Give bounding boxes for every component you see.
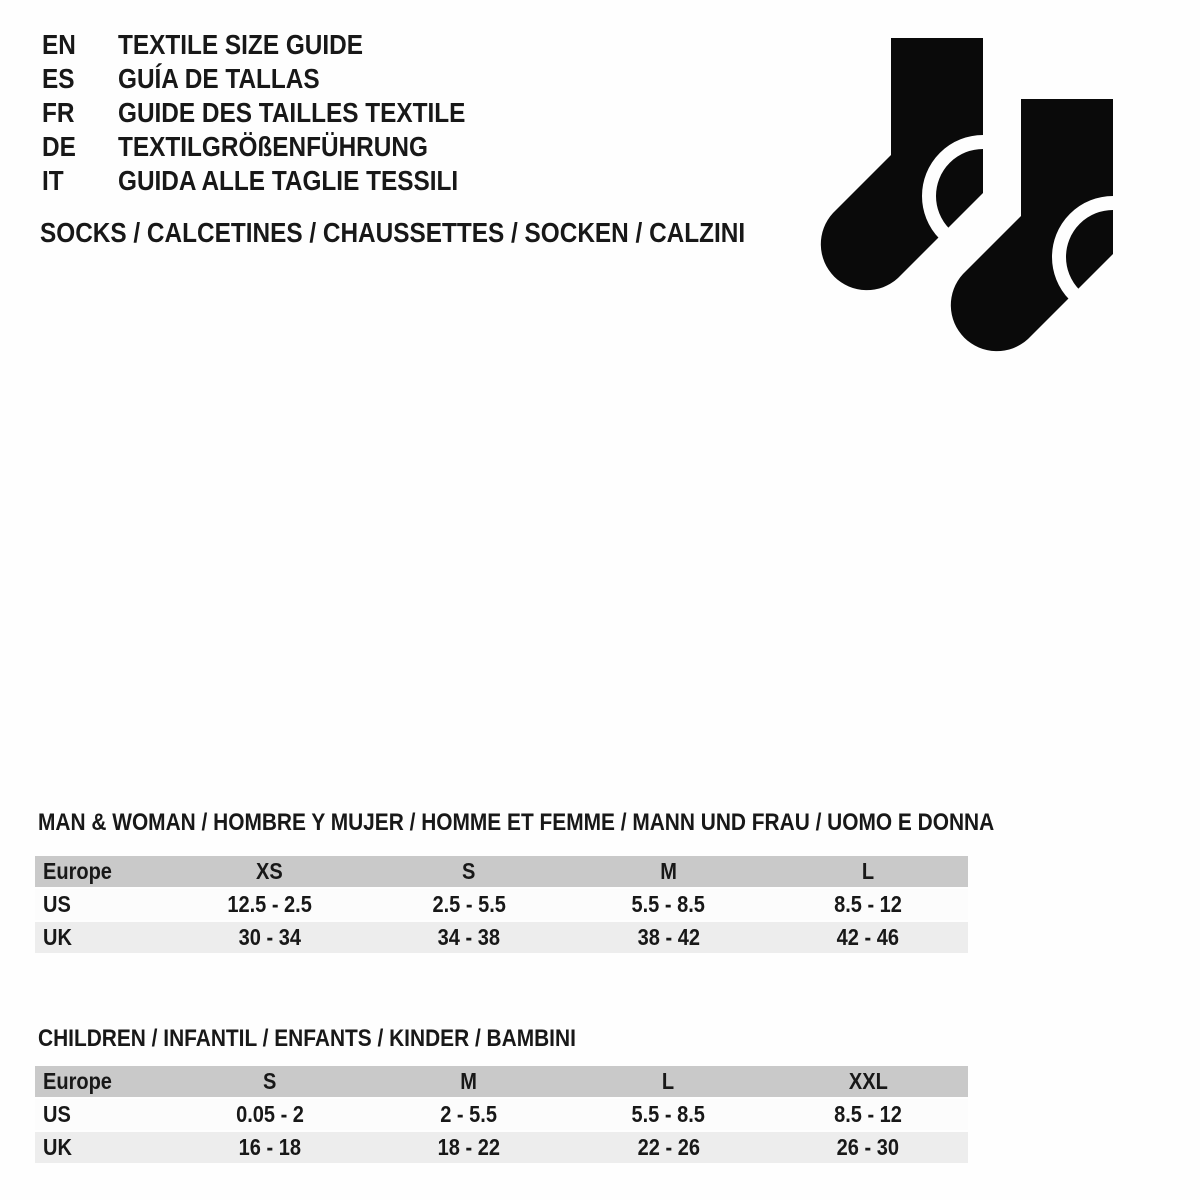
language-title: TEXTILGRÖßENFÜHRUNG: [118, 131, 428, 162]
row-label: UK: [43, 924, 72, 950]
size-cell: 12.5 - 2.5: [227, 891, 312, 917]
size-cell: 22 - 26: [637, 1134, 700, 1160]
size-cell: 5.5 - 8.5: [631, 1101, 706, 1127]
table-row-uk: [35, 922, 968, 953]
row-label: UK: [43, 1134, 72, 1160]
language-code: FR: [42, 97, 75, 128]
header-cell-size: L: [662, 1068, 675, 1094]
header-cell-size: M: [660, 858, 677, 884]
table-row-us: [35, 1099, 968, 1130]
header-cell-size: L: [861, 858, 875, 884]
language-code: DE: [42, 131, 76, 162]
size-table-man-woman: [35, 809, 995, 955]
size-cell: 8.5 - 12: [834, 891, 902, 917]
header-cell-region: Europe: [43, 1068, 112, 1094]
header-cell-size: S: [462, 858, 476, 884]
table-title: CHILDREN / INFANTIL / ENFANTS / KINDER / BAMBINI: [38, 1025, 576, 1052]
language-row: [42, 164, 517, 198]
size-cell: 18 - 22: [437, 1134, 501, 1160]
language-row: [42, 62, 517, 96]
socks-icon: [810, 25, 1130, 355]
size-cell: 8.5 - 12: [834, 1101, 902, 1127]
header-cell-size: S: [262, 1068, 277, 1094]
category-line: SOCKS / CALCETINES / CHAUSSETTES / SOCKEN / CALZINI: [40, 217, 746, 248]
size-cell: 0.05 - 2: [235, 1101, 304, 1127]
size-cell: 34 - 38: [437, 924, 501, 950]
header-cell-size: XXL: [848, 1068, 888, 1094]
table-header-row: [35, 1066, 968, 1097]
language-code: IT: [42, 165, 64, 196]
size-cell: 38 - 42: [637, 924, 700, 950]
language-row: [42, 28, 517, 62]
table-row-us: [35, 889, 968, 920]
table-row-uk: [35, 1132, 968, 1163]
table-header-row: [35, 856, 968, 887]
size-cell: 2 - 5.5: [440, 1101, 498, 1127]
size-cell: 26 - 30: [836, 1134, 900, 1160]
row-label: US: [43, 891, 71, 917]
language-guide-list: [42, 28, 517, 198]
language-row: [42, 130, 517, 164]
language-row: [42, 96, 517, 130]
size-cell: 16 - 18: [238, 1134, 301, 1160]
language-title: GUIDA ALLE TAGLIE TESSILI: [118, 165, 459, 196]
size-cell: 2.5 - 5.5: [432, 891, 506, 917]
language-title: GUÍA DE TALLAS: [118, 63, 320, 94]
language-code: ES: [42, 63, 75, 94]
size-cell: 30 - 34: [238, 924, 301, 950]
size-cell: 5.5 - 8.5: [631, 891, 706, 917]
language-title: TEXTILE SIZE GUIDE: [118, 29, 363, 60]
language-code: EN: [42, 29, 76, 60]
header-cell-size: M: [460, 1068, 478, 1094]
row-label: US: [43, 1101, 71, 1127]
size-table-children: [35, 1026, 968, 1165]
size-cell: 42 - 46: [836, 924, 900, 950]
header-cell-region: Europe: [43, 858, 112, 884]
language-title: GUIDE DES TAILLES TEXTILE: [118, 97, 466, 128]
table-title: MAN & WOMAN / HOMBRE Y MUJER / HOMME ET FEMME / MANN UND FRAU / UOMO E DONNA: [38, 809, 995, 836]
header-cell-size: XS: [256, 858, 283, 884]
